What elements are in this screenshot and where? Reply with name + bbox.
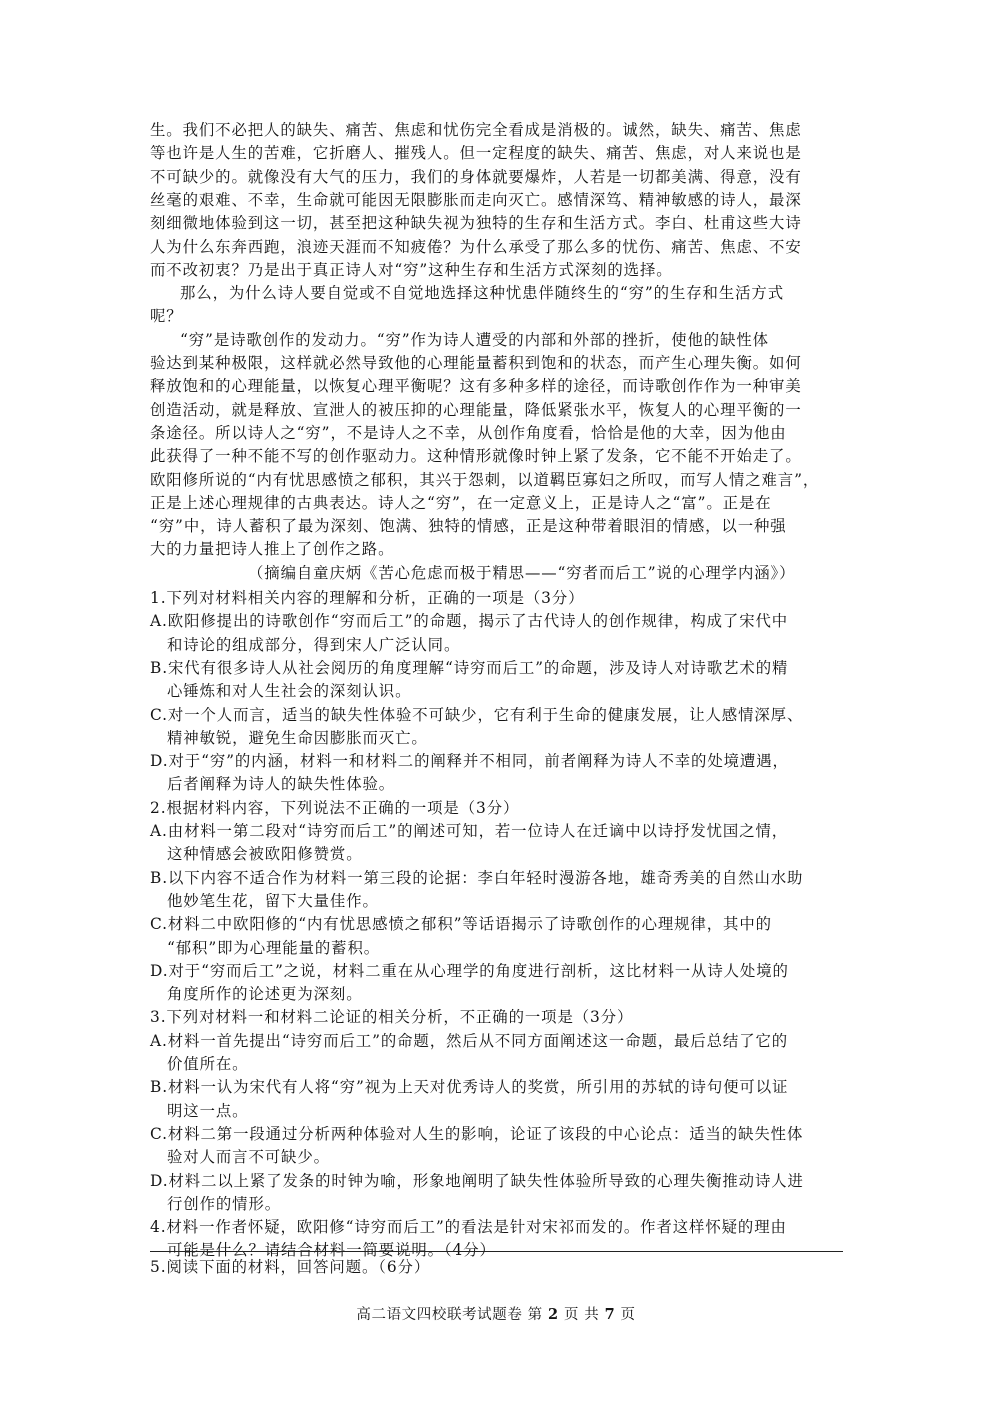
text-line: 验达到某种极限，这样就必然导致他的心理能量蓄积到饱和的状态，而产生心理失衡。如何 bbox=[150, 354, 802, 372]
text-line: 释放饱和的心理能量，以恢复心理平衡呢？这有多种多样的途径，而诗歌创作作为一种审美 bbox=[150, 377, 802, 396]
text-line: 2.根据材料内容，下列说法不正确的一项是（3分） bbox=[150, 798, 520, 817]
text-line: 正是上述心理规律的古典表达。诗人之“穷”，在一定意义上，正是诗人之“富”。正是在 bbox=[150, 493, 772, 512]
text-line: B.材料一认为宋代有人将“穷”视为上天对优秀诗人的奖赏，所引用的苏轼的诗句便可以证 bbox=[150, 1078, 789, 1097]
text-line: C.材料二第一段通过分析两种体验对人生的影响，论证了该段的中心论点：适当的缺失性体 bbox=[150, 1124, 804, 1143]
text-line: 刻细微地体验到这一切，甚至把这种缺失视为独特的生存和生活方式。李白、杜甫这些大诗 bbox=[150, 214, 802, 233]
text-line: D.对于“穷”的内涵，材料一和材料二的阐释并不相同，前者阐释为诗人不幸的处境遭遇， bbox=[150, 752, 789, 771]
text-line: 验对人而言不可缺少。 bbox=[167, 1148, 330, 1167]
text-line: D.材料二以上紧了发条的时钟为喻，形象地阐明了缺失性体验所导致的心理失衡推动诗人进 bbox=[150, 1171, 804, 1190]
text-line: “穷”中，诗人蓄积了最为深刻、饱满、独特的情感，正是这种带着眼泪的情感，以一种强 bbox=[150, 517, 787, 536]
footer-middle: 页 共 bbox=[563, 1307, 600, 1323]
text-line: 创造活动，就是释放、宣泄人的被压抑的心理能量，降低紧张水平，恢复人的心理平衡的一 bbox=[150, 400, 802, 419]
text-line: B.宋代有很多诗人从社会阅历的角度理解“诗穷而后工”的命题，涉及诗人对诗歌艺术的精 bbox=[150, 658, 789, 677]
text-line: 4.材料一作者怀疑，欧阳修“诗穷而后工”的看法是针对宋祁而发的。作者这样怀疑的理由 bbox=[150, 1218, 787, 1237]
text-line: 和诗论的组成部分，得到宋人广泛认同。 bbox=[167, 635, 461, 654]
text-line: 大的力量把诗人推上了创作之路。 bbox=[150, 540, 395, 559]
text-line: 不可缺少的。就像没有大气的压力，我们的身体就要爆炸，人若是一切都美满、得意，没有 bbox=[150, 167, 802, 186]
footer-prefix: 高二语文四校联考试题卷 第 bbox=[356, 1307, 543, 1323]
text-line: “郁积”即为心理能量的蓄积。 bbox=[167, 938, 381, 957]
text-line: C.材料二中欧阳修的“内有忧思感愤之郁积”等话语揭示了诗歌创作的心理规律，其中的 bbox=[150, 915, 772, 934]
text-line: A.由材料一第二段对“诗穷而后工”的阐述可知，若一位诗人在迁谪中以诗抒发忧国之情， bbox=[150, 822, 789, 840]
text-line: D.对于“穷而后工”之说，材料二重在从心理学的角度进行剖析，这比材料一从诗人处境的 bbox=[150, 961, 789, 980]
text-line: 丝毫的艰难、不幸，生命就可能因无限膨胀而走向灭亡。感情深笃、精神敏感的诗人，最深 bbox=[150, 190, 802, 209]
footer-total-pages: 7 bbox=[604, 1306, 616, 1323]
question-5-prompt: 5.阅读下面的材料，回答问题。（6分） bbox=[150, 1258, 431, 1276]
text-line: 行创作的情形。 bbox=[167, 1194, 282, 1213]
text-line: 明这一点。 bbox=[167, 1101, 249, 1120]
text-line: 人为什么东奔西跑，浪迹天涯而不知疲倦？为什么承受了那么多的忧伤、痛苦、焦虑、不安 bbox=[150, 237, 802, 256]
footer-suffix: 页 bbox=[620, 1307, 636, 1323]
text-line: 后者阐释为诗人的缺失性体验。 bbox=[167, 775, 396, 794]
page-footer bbox=[0, 1303, 992, 1324]
text-line: 价值所在。 bbox=[167, 1055, 249, 1073]
text-line: 3.下列对材料一和材料二论证的相关分析，不正确的一项是（3分） bbox=[150, 1008, 634, 1027]
text-line: B.以下内容不适合作为材料一第三段的论据：李白年轻时漫游各地，雄奇秀美的自然山水助 bbox=[150, 868, 804, 887]
text-line: 心锤炼和对人生社会的深刻认识。 bbox=[167, 682, 412, 701]
divider-line bbox=[150, 1251, 843, 1252]
text-line: 而不改初衷？乃是出于真正诗人对“穷”这种生存和生活方式深刻的选择。 bbox=[150, 260, 673, 279]
text-line: “穷”是诗歌创作的发动力。“穷”作为诗人遭受的内部和外部的挫折，使他的缺性体 bbox=[180, 330, 769, 349]
text-line: （摘编自童庆炳《苦心危虑而极于精思——“穷者而后工”说的心理学内涵》） bbox=[248, 563, 796, 582]
text-line: C.对一个人而言，适当的缺失性体验不可缺少，它有利于生命的健康发展，让人感情深厚、 bbox=[150, 705, 804, 724]
text-line: 可能是什么？请结合材料一简要说明。（4分） bbox=[167, 1241, 496, 1260]
text-line: 他妙笔生花，留下大量佳作。 bbox=[167, 891, 379, 910]
text-line: 等也许是人生的苦难，它折磨人、摧残人。但一定程度的缺失、痛苦、焦虑，对人来说也是 bbox=[150, 144, 802, 163]
text-line: 生。我们不必把人的缺失、痛苦、焦虑和忧伤完全看成是消极的。诚然，缺失、痛苦、焦虑 bbox=[150, 121, 802, 139]
footer-page-number: 2 bbox=[548, 1306, 559, 1323]
text-line: 精神敏锐，避免生命因膨胀而灭亡。 bbox=[167, 728, 428, 747]
text-line: 条途径。所以诗人之“穷”，不是诗人之不幸，从创作角度看，恰恰是他的大幸，因为他由 bbox=[150, 423, 787, 442]
text-line: 呢？ bbox=[150, 307, 183, 326]
text-line: 欧阳修所说的“内有忧思感愤之郁积，其兴于怨刺，以道羁臣寡妇之所叹，而写人情之难言”， bbox=[150, 470, 820, 489]
text-line: 角度所作的论述更为深刻。 bbox=[167, 985, 363, 1004]
text-line: 那么，为什么诗人要自觉或不自觉地选择这种忧患伴随终生的“穷”的生存和生活方式 bbox=[180, 284, 784, 303]
text-line: A.欧阳修提出的诗歌创作“穷而后工”的命题，揭示了古代诗人的创作规律，构成了宋代中 bbox=[150, 612, 789, 631]
text-line: 这种情感会被欧阳修赞赏。 bbox=[167, 845, 363, 864]
text-line: 1.下列对材料相关内容的理解和分析，正确的一项是（3分） bbox=[150, 589, 585, 607]
text-line: A.材料一首先提出“诗穷而后工”的命题，然后从不同方面阐述这一命题，最后总结了它的 bbox=[150, 1031, 789, 1050]
text-line: 此获得了一种不能不写的创作驱动力。这种情形就像时钟上紧了发条，它不能不开始走了。 bbox=[150, 447, 802, 466]
